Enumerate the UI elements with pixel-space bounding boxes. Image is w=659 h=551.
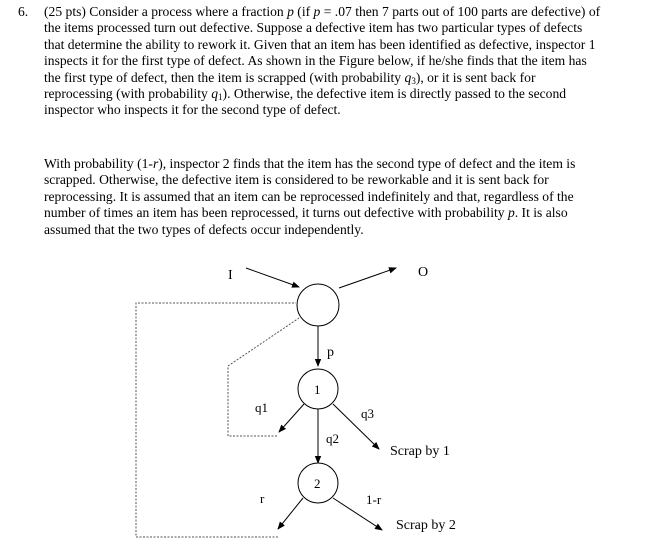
problem-paragraph-1: (25 pts) Consider a process where a fraction p (if p = .07 then 7 parts out of 100 parts are defective) of the items processed turn out defective. Suppose a defective item has two particular types of defects that determine the ability to rework it. Given that an item has been identified as defective, inspector 1 inspects it for the first type of defect. As shown in the Figure below, if he/she finds that the item has the first type of defect, then the item is scrapped (with probability $q_3$), or it is sent back for reprocessing (with probability $q_1$). Otherwise, the defective item is directly passed to the second inspector who inspects it for the second type of defect. bbox=[44, 4, 601, 118]
p-label: p bbox=[327, 345, 334, 360]
problem-number: 6. bbox=[18, 4, 29, 19]
q1-arrow bbox=[279, 404, 304, 432]
q3-label: q3 bbox=[361, 406, 374, 421]
problem-paragraph-2: With probability (1-r), inspector 2 finds that the item has the second type of defect and the item is scrapped. Otherwise, the defective item is considered to be reworkable and it is sent back for reprocessing. It is assumed that an item can be reprocessed indefinitely and that, regardless of the number of times an item has been reprocessed, it turns out defective with probability p. It is also assumed that the two types of defects occur independently. bbox=[44, 156, 576, 237]
rework-loop-inner bbox=[228, 318, 299, 436]
node-2-label: 2 bbox=[314, 476, 321, 491]
input-label: I bbox=[228, 268, 233, 283]
node-1-label: 1 bbox=[314, 382, 321, 397]
q2-label: q2 bbox=[326, 431, 339, 446]
q1-label: q1 bbox=[255, 400, 268, 415]
process-node bbox=[297, 284, 339, 326]
r-arrow bbox=[278, 498, 303, 529]
one-minus-r-label: 1-r bbox=[366, 492, 382, 507]
rework-loop-outer bbox=[136, 303, 296, 537]
output-label: O bbox=[418, 265, 429, 280]
r-label: r bbox=[260, 491, 265, 506]
input-arrow bbox=[246, 268, 299, 287]
scrap-by-1-label: Scrap by 1 bbox=[390, 444, 450, 459]
output-arrow bbox=[339, 268, 396, 288]
scrap-by-2-label: Scrap by 2 bbox=[396, 518, 456, 533]
